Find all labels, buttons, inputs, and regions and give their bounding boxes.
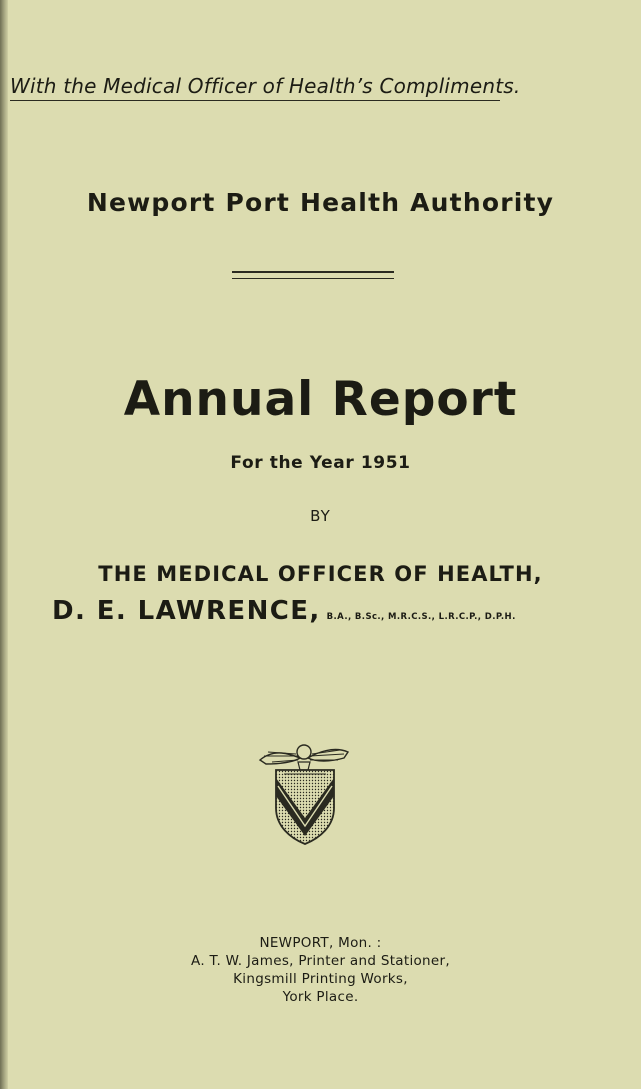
imprint-line: Kingsmill Printing Works,	[233, 971, 408, 987]
imprint-line: York Place.	[282, 989, 359, 1005]
double-rule-divider	[232, 271, 394, 279]
by-line: BY	[310, 507, 331, 525]
report-year: For the Year 1951	[230, 453, 411, 473]
printer-imprint	[0, 934, 641, 1006]
officer-title: THE MEDICAL OFFICER OF HEALTH,	[98, 562, 543, 586]
author-name: D. E. LAWRENCE,	[52, 596, 321, 626]
author-qualifications: B.A., B.Sc., M.R.C.S., L.R.C.P., D.P.H.	[326, 612, 516, 622]
imprint-line: NEWPORT, Mon. :	[259, 935, 382, 951]
authority-heading: Newport Port Health Authority	[86, 188, 555, 217]
page-binding-edge	[0, 0, 8, 1089]
report-title: Annual Report	[123, 372, 518, 427]
imprint-line: A. T. W. James, Printer and Stationer,	[191, 953, 450, 969]
compliments-line: With the Medical Officer of Health’s Compliments.	[10, 74, 500, 101]
author-line	[52, 596, 516, 626]
coat-of-arms-icon	[254, 740, 354, 846]
